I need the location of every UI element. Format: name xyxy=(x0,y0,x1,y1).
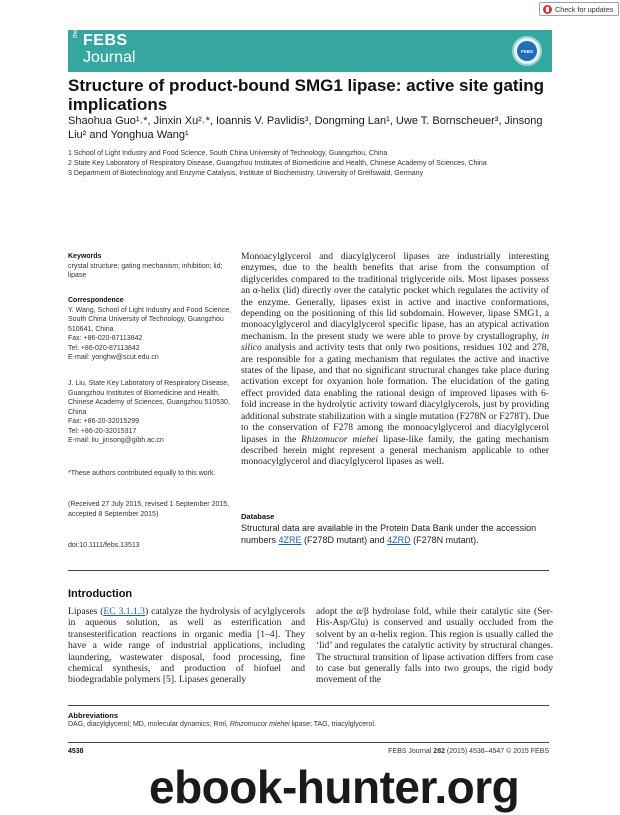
abbr-b: lipase; TAG, triacylglycerol. xyxy=(289,721,376,728)
affiliation-3: 3 Department of Biotechnology and Enzyme Catalysis, Institute of Biochemistry, University of Greifswald, Germany xyxy=(68,170,424,177)
citation-a: FEBS Journal xyxy=(388,748,434,755)
abbr-a: DAG, diacylglycerol; MD, molecular dynamics; Rml, xyxy=(68,721,230,728)
correspondence-liu-tel: Tel: +86-20-32015317 xyxy=(68,427,137,435)
logo-the: the xyxy=(73,29,79,38)
article-title: Structure of product-bound SMG1 lipase: active site gating implications xyxy=(68,76,545,114)
seal-text: FEBS xyxy=(517,41,537,61)
intro-right-column: adopt the α/β hydrolase fold, while their catalytic site (Ser-His-Asp/Glu) is conserved and usually occluded from the solvent by an α-helix region. This region is usually called the ‘lid’ and regulates the catalytic activity by structural changes. The structural transition of lipase activation differs from case to case but generally falls into two groups, the rigid body movement of the xyxy=(316,606,553,686)
database-text-a: Structural data are available in the Protein Data Bank under the accession numbers xyxy=(241,523,537,545)
abstract-em-1: in silico xyxy=(241,330,549,354)
abstract xyxy=(241,251,549,468)
abbr-em: Rhizomucor miehei xyxy=(229,721,290,728)
intro-left-b: ) catalyze the hydrolysis of acylglycerols in aqueous solution, as well as esterification and transesterification reactions in organic media [1–4]. They have a wide range of industrial applications, including laundering, wastewater disposal, food processing, fine chemical synthesis, and production of biofuel and biodegradable polymers [5]. Lipases generally xyxy=(68,606,305,686)
logo-journal: Journal xyxy=(83,49,136,66)
abstract-part-2: analysis and activity tests that only two positions, residues 102 and 278, are responsible for a gating mechanism that regulates the active and inactive states of the lipase, and that no significant structural changes take place during activation except for oxyanion hole formation. The elucidation of the gating effect provided data enabling the rational design of improved lipases with 6-fold increase in the hydrolytic activity toward diacylglycerols, just by providing additional substrate stabilization with a single mutation (F278N or F278T). Due to the conservation of F278 among the monoacylglycerol and diacylglycerol lipases in the xyxy=(241,342,549,445)
abbreviations-text xyxy=(68,721,549,728)
introduction-heading: Introduction xyxy=(68,588,133,600)
abstract-em-2: Rhizomucor miehei xyxy=(301,433,379,445)
febs-seal-icon xyxy=(512,36,542,66)
correspondence-wang-email: E-mail: yonghw@scut.edu.cn xyxy=(68,354,159,361)
ec-link[interactable]: EC 3.1.1.3 xyxy=(103,606,145,617)
check-for-updates-button[interactable] xyxy=(539,2,619,16)
doi: doi:10.1111/febs.13513 xyxy=(68,542,140,549)
correspondence-wang-tel: Tel: +86-020-87113842 xyxy=(68,344,140,352)
watermark: ebook-hunter.org xyxy=(149,761,520,813)
abbreviations-heading: Abbreviations xyxy=(68,711,119,720)
journal-citation xyxy=(388,748,549,755)
correspondence-liu: J. Liu, State Key Laboratory of Respiratory Disease, Guangzhou Institutes of Biomedicine and Health, Chinese Academy of Sciences, Guangzhou 510530, China xyxy=(68,380,230,416)
intro-left-a: Lipases ( xyxy=(68,606,104,617)
check-for-updates-label: Check for updates xyxy=(555,4,614,14)
correspondence-wang-fax: Fax: +86-020-87113842 xyxy=(68,335,143,342)
database-text xyxy=(241,523,549,546)
keywords-heading: Keywords xyxy=(68,253,102,260)
update-icon xyxy=(543,5,552,14)
citation-b: (2015) 4538–4547 © 2015 FEBS xyxy=(444,748,549,755)
abstract-part-1: Monoacylglycerol and diacylglycerol lipases are industrially interesting enzymes, due to the health benefits that arise from the consumption of diglycerides compared to the traditional triglyceride oils. Most lipases possess an α-helix (lid) directly over the catalytic pocket which regulates the activity of the enzyme. Generally, lipases exist in active and inactive conformations, depending on the positioning of this lid subdomain. However, lipase SMG1, a monoacylglycerol and diacylglycerol specific lipase, has an atypical activation mechanism. In the present study we were able to prove by crystallography, xyxy=(241,251,549,342)
correspondence-heading: Correspondence xyxy=(68,297,124,304)
author-list: Shaohua Guo¹˒*, Jinxin Xu²˒*, Ioannis V. Pavlidis³, Dongming Lan¹, Uwe T. Bornscheuer³, Jinsong Liu² and Yonghua Wang¹ xyxy=(68,115,543,141)
affiliation-1: 1 School of Light Industry and Food Science, South China University of Technology, Guangzhou, China xyxy=(68,150,388,157)
pdb-link-4zrd[interactable]: 4ZRD xyxy=(387,534,411,545)
database-text-c: (F278N mutant). xyxy=(410,534,479,545)
journal-banner xyxy=(68,30,552,72)
received-dates: (Received 27 July 2015, revised 1 September 2015, accepted 8 September 2015) xyxy=(68,501,230,518)
correspondence-liu-section xyxy=(68,379,234,446)
equal-contribution-note: *These authors contributed equally to this work. xyxy=(68,470,216,477)
intro-left-column xyxy=(68,606,305,686)
keywords-text: crystal structure; gating mechanism; inhibition; lid; lipase xyxy=(68,262,223,279)
divider-bottom xyxy=(68,705,549,706)
divider-footer xyxy=(68,742,549,743)
divider-top xyxy=(68,570,549,571)
keywords-section xyxy=(68,252,234,281)
citation-volume: 282 xyxy=(433,748,445,755)
correspondence-liu-fax: Fax: +86-20-32015299 xyxy=(68,418,140,425)
database-heading: Database xyxy=(241,512,275,521)
correspondence-wang: Y. Wang, School of Light Industry and Food Science, South China University of Technology, Guangzhou 510641, China xyxy=(68,306,232,333)
correspondence-liu-email: E-mail: liu_jinsong@gibh.ac.cn xyxy=(68,437,164,444)
database-text-b: (F278D mutant) and xyxy=(301,534,388,545)
logo-febs: FEBS xyxy=(83,32,128,49)
abstract-part-3: lipase-like family, the gating mechanism described herein might represent a general mechanism applicable to other monoacylglycerol and diacylglycerol lipases as well. xyxy=(241,433,549,468)
correspondence-section xyxy=(68,296,234,363)
pdb-link-4zre[interactable]: 4ZRE xyxy=(278,534,302,545)
page-number: 4538 xyxy=(68,748,84,755)
affiliation-2: 2 State Key Laboratory of Respiratory Disease, Guangzhou Institutes of Biomedicine and Health, Chinese Academy of Sciences, China xyxy=(68,160,487,167)
